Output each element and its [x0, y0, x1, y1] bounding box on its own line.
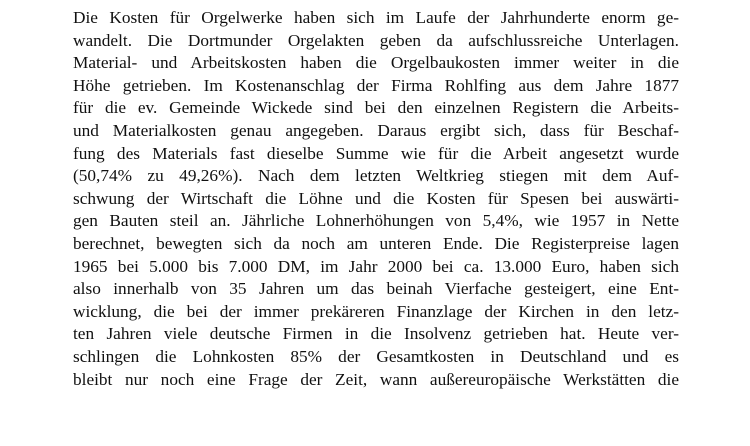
text-line: schlingen die Lohnkosten 85% der Gesamtkosten in Deutschland und es	[73, 346, 679, 366]
text-line: schwung der Wirtschaft die Löhne und die Kosten für Spesen bei auswärti-	[73, 188, 679, 208]
text-line: bleibt nur noch eine Frage der Zeit, wann außereuropäische Werkstätten die	[73, 369, 679, 389]
text-line: berechnet, bewegten sich da noch am unteren Ende. Die Registerpreise lagen	[73, 233, 679, 253]
text-line: wandelt. Die Dortmunder Orgelakten geben da aufschlussreiche Unterlagen.	[73, 30, 679, 50]
text-line: Höhe getrieben. Im Kostenanschlag der Firma Rohlfing aus dem Jahre 1877	[73, 75, 679, 95]
text-line: fung des Materials fast dieselbe Summe wie für die Arbeit angesetzt wurde	[73, 143, 679, 163]
text-line: gen Bauten steil an. Jährliche Lohnerhöhungen von 5,4%, wie 1957 in Nette	[73, 211, 679, 231]
text-line: also innerhalb von 35 Jahren um das beinah Vierfache gesteigert, eine Ent-	[73, 279, 679, 299]
body-paragraph	[73, 7, 679, 391]
text-line: und Materialkosten genau angegeben. Daraus ergibt sich, dass für Beschaf-	[73, 120, 679, 140]
text-line: (50,74% zu 49,26%). Nach dem letzten Weltkrieg stiegen mit dem Auf-	[73, 166, 679, 186]
text-line: ten Jahren viele deutsche Firmen in die Insolvenz getrieben hat. Heute ver-	[73, 324, 679, 344]
text-line: Material- und Arbeitskosten haben die Orgelbaukosten immer weiter in die	[73, 53, 679, 73]
text-line: Die Kosten für Orgelwerke haben sich im Laufe der Jahrhunderte enorm ge-	[73, 8, 679, 27]
text-line: für die ev. Gemeinde Wickede sind bei den einzelnen Registern die Arbeits-	[73, 98, 679, 118]
text-line: wicklung, die bei der immer prekäreren Finanzlage der Kirchen in den letz-	[73, 301, 679, 321]
text-line: 1965 bei 5.000 bis 7.000 DM, im Jahr 2000 bei ca. 13.000 Euro, haben sich	[73, 256, 679, 276]
